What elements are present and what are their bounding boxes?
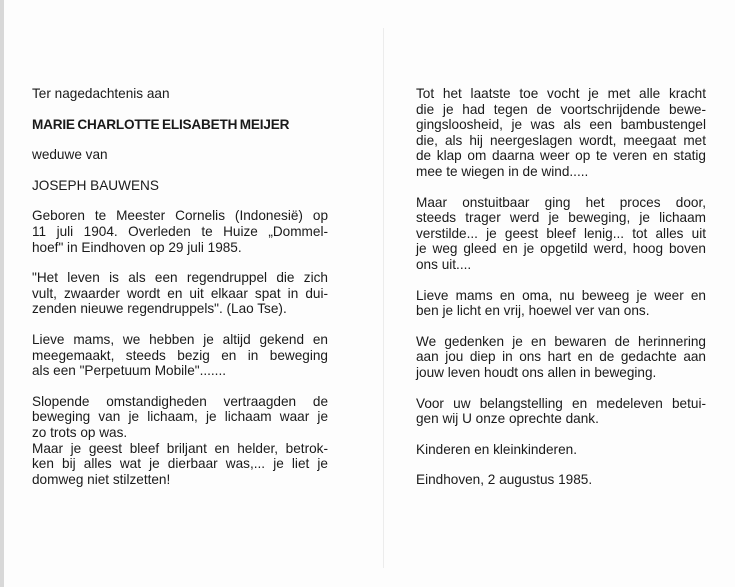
widow-line: weduwe van (32, 147, 108, 163)
text-line: mee te wiegen in de wind..... (416, 163, 589, 179)
scan-edge (0, 0, 4, 587)
text-line: jouw leven houdt ons allen in beweging. (416, 364, 657, 380)
text-line: Maar onstuitbaar ging het proces door, (416, 194, 706, 210)
process-paragraph (416, 195, 706, 273)
illness-paragraph (32, 394, 328, 441)
deceased-name (32, 117, 328, 133)
text-line: Voor uw belangstelling en medeleven betui- (416, 395, 706, 411)
card-fold (383, 28, 384, 568)
text-line: meegemaakt, steeds bezig en in beweging (32, 347, 328, 363)
text-line: zo trots op was. (32, 424, 128, 440)
text-line: zenden nieuwe regendruppels". (Lao Tse). (32, 301, 287, 317)
husband-name (32, 178, 328, 194)
right-column (416, 86, 706, 503)
text-line: verstilde... je geest bleef lenig... tot alles uit (416, 225, 706, 241)
text-line: Lieve mams en oma, nu beweeg je weer en (416, 287, 706, 303)
text-line: je weg gleed en je opgetild werd, hoog boven (416, 241, 706, 257)
text-line: Geboren te Meester Cornelis (Indonesië) op (32, 208, 328, 224)
place-date-line: Eindhoven, 2 augustus 1985. (416, 472, 593, 488)
text-line: ben je licht en vrij, hoewel ver van ons. (416, 303, 650, 319)
text-line: gen wij U onze oprechte dank. (416, 411, 599, 427)
birth-death-paragraph (32, 208, 328, 255)
farewell-paragraph (416, 288, 706, 319)
left-column (32, 86, 328, 502)
text-line: steeds trager werd je beweging, je lichaam (416, 210, 706, 226)
text-line: als een "Perpetuum Mobile"....... (32, 363, 227, 379)
widow-of-text (32, 147, 328, 163)
signature-text (416, 442, 706, 458)
name-line: MARIE CHARLOTTE ELISABETH MEIJER (32, 116, 290, 132)
signature-line: Kinderen en kleinkinderen. (416, 441, 577, 457)
text-line: We gedenken je en bewaren de herinnering (416, 333, 706, 349)
text-line: die, als hij neergeslagen wordt, meegaat met (416, 132, 706, 148)
fight-paragraph (416, 86, 706, 180)
text-line: ken bij alles wat je dierbaar was,... je liet je (32, 456, 328, 472)
mind-paragraph (32, 441, 328, 488)
intro-text (32, 86, 328, 102)
text-line: vult, zwaarder wordt en uit elkaar spat in dui- (32, 285, 328, 301)
text-line: Tot het laatste toe vocht je met alle kracht (416, 86, 706, 101)
intro-line: Ter nagedachtenis aan (32, 86, 170, 101)
mams-paragraph (32, 332, 328, 379)
text-line: Lieve mams, we hebben je altijd gekend en (32, 331, 328, 347)
text-line: Maar je geest bleef briljant en helder, betrok- (32, 440, 328, 456)
text-line: 11 juli 1904. Overleden te Huize „Dommel- (32, 223, 328, 239)
thanks-paragraph (416, 396, 706, 427)
place-date-text (416, 472, 706, 488)
text-line: ons uit.... (416, 256, 472, 272)
text-line: de klap om daarna weer op te veren en statig (416, 148, 706, 164)
husband-line: JOSEPH BAUWENS (32, 177, 159, 193)
text-line: die je had tegen de voortschrijdende bewe- (416, 101, 706, 117)
text-line: aan jou diep in ons hart en de gedachte aan (416, 349, 706, 365)
text-line: hoef" in Eindhoven op 29 juli 1985. (32, 239, 242, 255)
memory-paragraph (416, 334, 706, 381)
text-line: "Het leven is als een regendruppel die zich (32, 270, 328, 286)
text-line: gingsloosheid, je was als een bambustengel (416, 117, 706, 133)
text-line: domweg niet stilzetten! (32, 471, 171, 487)
text-line: Slopende omstandigheden vertraagden de (32, 393, 328, 409)
quote-paragraph (32, 270, 328, 317)
text-line: beweging van je lichaam, je lichaam waar je (32, 409, 328, 425)
